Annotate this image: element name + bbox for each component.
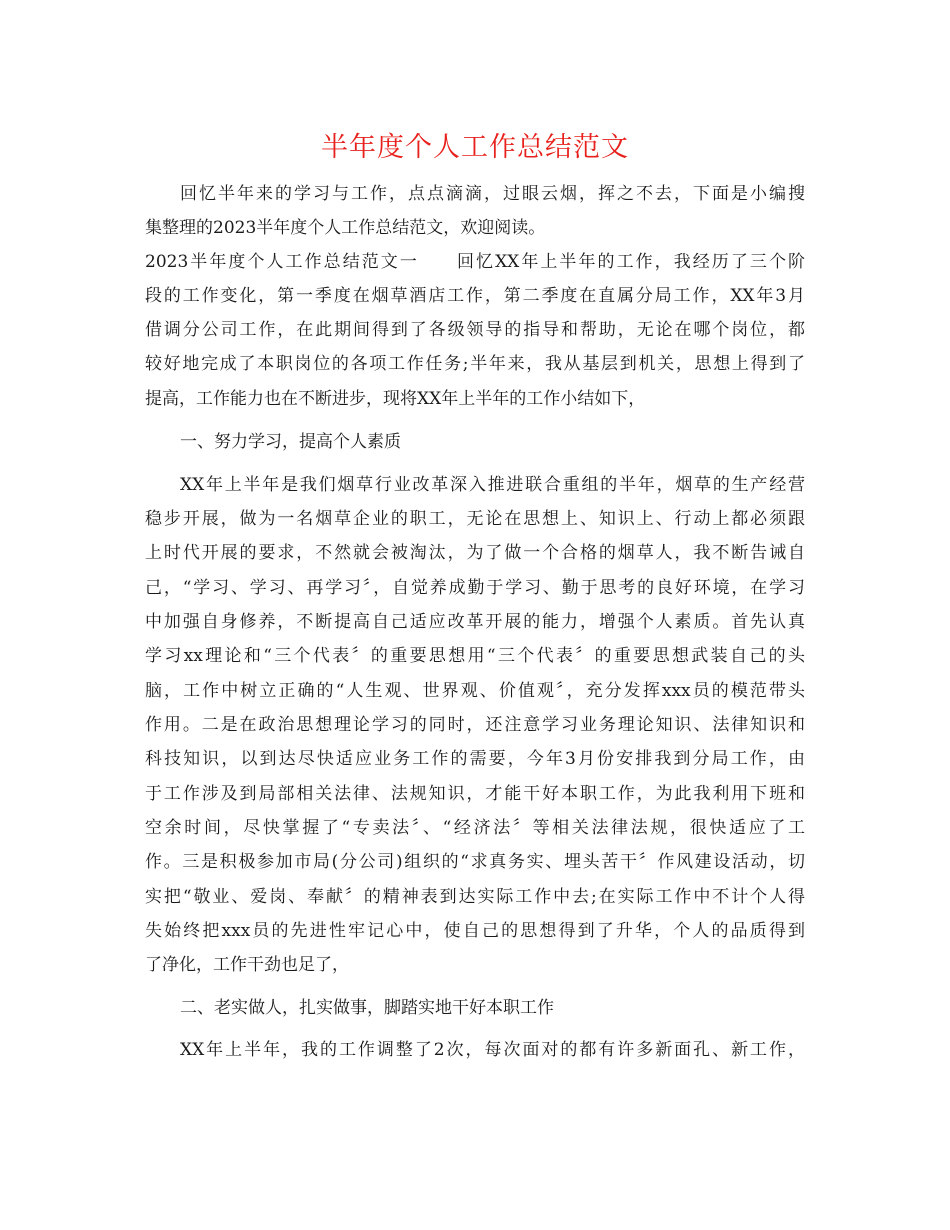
section-heading: 二、老实做人，扎实做事，脚踏实地干好本职工作 (180, 998, 554, 1018)
paragraph-line: 集整理的2023半年度个人工作总结范文，欢迎阅读。 (145, 218, 546, 238)
paragraph-line: 空余时间，尽快掌握了“专卖法〞、“经济法〞等相关法律法规，很快适应了工 (145, 818, 805, 838)
paragraph-line: 段的工作变化，第一季度在烟草酒店工作，第二季度在直属分局工作，XX年3月 (145, 286, 805, 306)
paragraph-line: 己，“学习、学习、再学习〞，自觉养成勤于学习、勤于思考的良好环境，在学习 (145, 578, 805, 598)
paragraph-line: 上时代开展的要求，不然就会被淘汰，为了做一个合格的烟草人，我不断告诫自 (145, 543, 805, 563)
paragraph-line: 借调分公司工作，在此期间得到了各级领导的指导和帮助，无论在哪个岗位，都 (145, 320, 805, 340)
section-heading: 一、努力学习，提高个人素质 (180, 432, 401, 452)
paragraph-line: 脑，工作中树立正确的“人生观、世界观、价值观〞，充分发挥xxx员的模范带头 (145, 681, 805, 701)
paragraph-line: XX年上半年是我们烟草行业改革深入推进联合重组的半年，烟草的生产经营 (180, 475, 805, 495)
paragraph-line: 中加强自身修养，不断提高自己适应改革开展的能力，增强个人素质。首先认真 (145, 612, 805, 632)
paragraph-line: 实把“敬业、爱岗、奉献〞的精神表到达实际工作中去;在实际工作中不计个人得 (145, 887, 805, 907)
paragraph-line: 了净化，工作干劲也足了， (145, 955, 349, 975)
paragraph-line: 较好地完成了本职岗位的各项工作任务;半年来，我从基层到机关，思想上得到了 (145, 354, 805, 374)
paragraph-line: 作。三是积极参加市局(分公司)组织的“求真务实、埋头苦干〞作风建设活动，切 (145, 852, 805, 872)
paragraph-line: 2023半年度个人工作总结范文一 回忆XX年上半年的工作，我经历了三个阶 (145, 252, 805, 272)
paragraph-line: XX年上半年，我的工作调整了2次，每次面对的都有许多新面孔、新工作， (180, 1040, 805, 1060)
document-title: 半年度个人工作总结范文 (321, 132, 629, 163)
paragraph-line: 回忆半年来的学习与工作，点点滴滴，过眼云烟，挥之不去，下面是小编搜 (180, 184, 805, 204)
paragraph-line: 稳步开展，做为一名烟草企业的职工，无论在思想上、知识上、行动上都必须跟 (145, 509, 805, 529)
paragraph-line: 提高，工作能力也在不断进步，现将XX年上半年的工作小结如下， (145, 389, 646, 409)
paragraph-line: 失始终把xxx员的先进性牢记心中，使自己的思想得到了升华，个人的品质得到 (145, 921, 805, 941)
paragraph-line: 科技知识，以到达尽快适应业务工作的需要，今年3月份安排我到分局工作，由 (145, 749, 805, 769)
paragraph-line: 于工作涉及到局部相关法律、法规知识，才能干好本职工作，为此我利用下班和 (145, 784, 805, 804)
paragraph-line: 作用。二是在政治思想理论学习的同时，还注意学习业务理论知识、法律知识和 (145, 715, 805, 735)
paragraph-line: 学习xx理论和“三个代表〞的重要思想用“三个代表〞的重要思想武装自己的头 (145, 646, 805, 666)
